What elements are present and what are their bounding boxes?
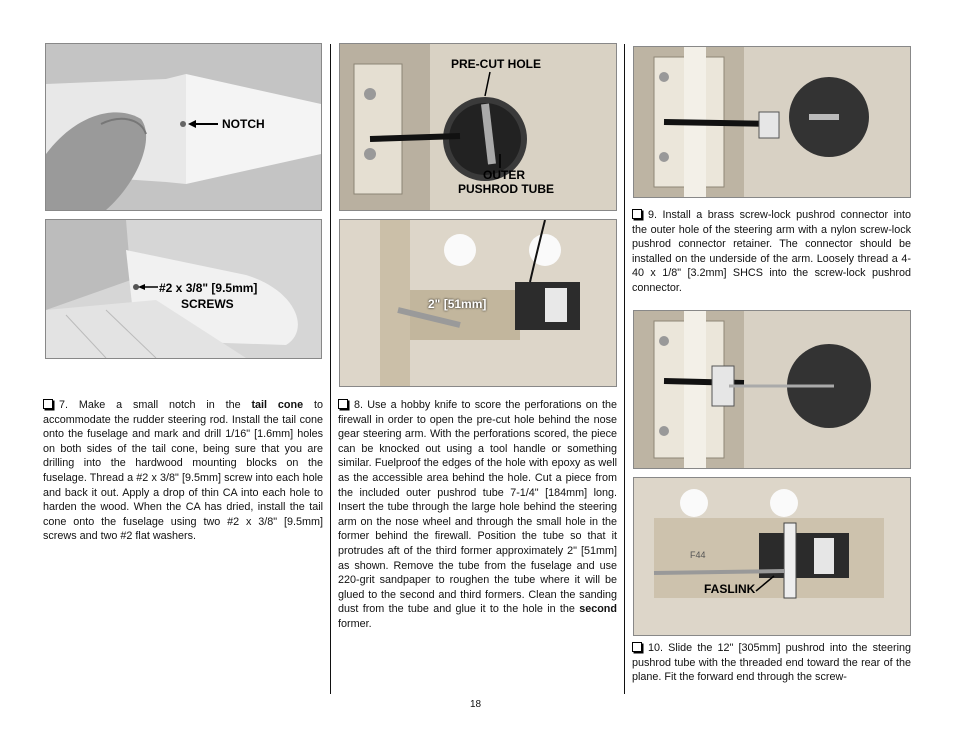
column-divider-right <box>624 44 625 694</box>
faslink-illustration <box>634 478 910 635</box>
outer-tube-callout-1: OUTER <box>483 168 525 182</box>
page-number: 18 <box>470 699 482 710</box>
step-7-text: 7. Make a small notch in the tail cone to accommodate the rudder steering rod. Install the tail cone onto the fuselage and mark and drill 1/16" [1.6mm] holes on both sides of the tail cone, being sure that you are drilling into the hardwood mounting blocks on the fuselage. Thread a #2 x 3/8" [9.5mm] screw into each hole and back it out. Apply a drop of thin CA into each hole to harden the wood. When the CA has dried, install the tail cone onto the fuselage using two #2 x 3/8" [9.5mm] screws and two #2 flat washers. <box>43 399 323 543</box>
photo-steering-arm <box>633 46 911 198</box>
step-8-checkbox[interactable] <box>338 399 348 409</box>
photo-pushrod-connector <box>633 310 911 469</box>
step-10-text: 10. Slide the 12" [305mm] pushrod into the steering pushrod tube with the threaded end toward the rear of the plane. Fit the forward end through the screw- <box>632 642 911 684</box>
step-9-text: 9. Install a brass screw-lock pushrod connector into the outer hole of the steering arm with a nylon screw-lock pushrod connector retainer. The connector should be installed on the underside of the arm. Loosely thread a 4-40 x 1/8" [3.2mm] SHCS into the screw-lock pushrod connector. <box>632 209 911 294</box>
faslink-callout: FASLINK <box>704 582 756 596</box>
photo-faslink <box>633 477 911 636</box>
notch-callout: NOTCH <box>222 117 265 131</box>
photo-tail-cone-screws <box>45 219 322 359</box>
screws-callout-label: SCREWS <box>181 297 234 311</box>
precut-hole-callout: PRE-CUT HOLE <box>451 57 541 71</box>
photo-tail-cone-notch <box>45 43 322 211</box>
second-bold: second <box>579 603 617 616</box>
step-10-checkbox[interactable] <box>632 642 642 652</box>
column-divider-left <box>330 44 331 694</box>
two-inch-callout: 2" [51mm] <box>428 297 487 311</box>
tail-cone-notch-illustration <box>46 44 321 210</box>
former-f44-label: F44 <box>690 550 706 560</box>
tail-cone-bold: tail cone <box>251 399 304 411</box>
step-8-text: 8. Use a hobby knife to score the perforations on the firewall in order to open the pre-cut hole behind the nose gear steering arm. With the perforations scored, the piece can be knocked out using a tool handle or something similar. Fuelproof the edges of the hole with epoxy as well as the accessible area behind the hole. Cut a piece from the included outer pushrod tube 7-1/4" [184mm] long. Insert the tube through the large hole behind the steering arm on the nose wheel and through the small hole in the former behind the firewall. Position the tube so that it protrudes aft of the third former approximately 2" [51mm] as shown. Remove the tube from the fuselage and use 220-grit sandpaper to roughen the tube where it will be glued to the second and third formers. Clean the sanding dust from the tube and glue it to the hole in the second former. <box>338 399 617 630</box>
photo-precut-hole <box>339 43 617 211</box>
steering-arm-illustration <box>634 47 910 197</box>
step-7-checkbox[interactable] <box>43 399 53 409</box>
outer-tube-callout-2: PUSHROD TUBE <box>458 182 555 196</box>
photo-tube-protrusion <box>339 219 617 387</box>
pushrod-connector-illustration <box>634 311 910 468</box>
screws-callout-size: #2 x 3/8" [9.5mm] <box>159 281 258 295</box>
step-9-checkbox[interactable] <box>632 209 642 219</box>
